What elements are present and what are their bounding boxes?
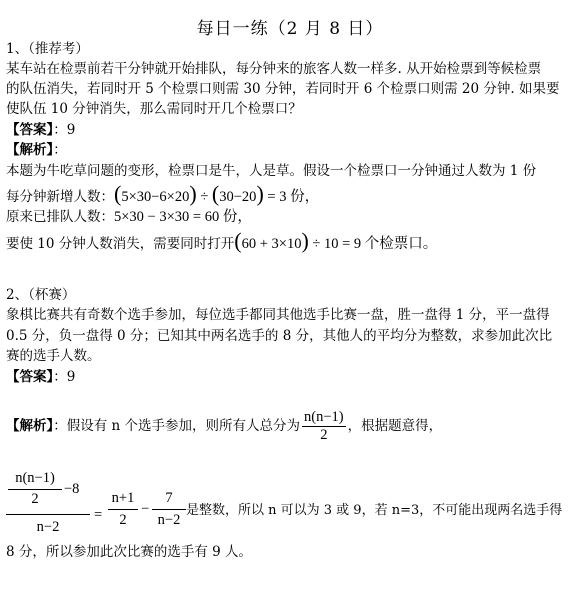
- q1-answer: [6, 121, 75, 139]
- q1-increase-expr-a: 5×30−6×20: [121, 189, 190, 205]
- q2-analysis-line-1: [6, 404, 442, 448]
- q2-fraction-1-bar: [108, 509, 138, 510]
- q2-total-score-denominator: 2: [320, 427, 328, 443]
- q1-increase-expr-b: 30−20: [219, 189, 257, 205]
- q1-analysis-line-3-text: 原来已排队人数：: [6, 209, 114, 225]
- q1-result-expr-a: 60 + 3×10: [241, 236, 302, 252]
- q1-increase-expression: (5×30−6×20) ÷ (30−20) = 3 份，: [114, 181, 320, 206]
- q2-answer-value: ：9: [53, 369, 76, 385]
- q2-fraction-1-numerator: n+1: [111, 490, 135, 506]
- q2-inner-denominator: 2: [31, 491, 39, 507]
- q1-result-expr-b: ÷ 10 = 9 个检票口。: [312, 236, 438, 252]
- q1-text-line-1: 某车站在检票前若干分钟就开始排队，每分钟来的旅客人数一样多. 从开始检票到等候检票: [6, 61, 542, 77]
- q2-main-fraction-bar: [6, 514, 90, 515]
- q1-heading: 1、（推荐考）: [6, 41, 89, 57]
- q1-increase-result: = 3 份，: [267, 189, 320, 205]
- q1-analysis-colon: ：: [53, 142, 67, 158]
- q2-heading: 2、（杯赛）: [6, 287, 76, 303]
- q1-analysis-line-2: [6, 182, 319, 206]
- q2-analysis-line-2: 是整数，所以 n 可以为 3 或 9，若 n=3，不可能出现两名选手得: [186, 503, 563, 518]
- q1-analysis-line-3: [6, 208, 252, 226]
- q2-answer-label: 【答案】: [6, 369, 54, 385]
- page-title: 每日一练（2 月 8 日）: [196, 19, 384, 39]
- q1-text-line-2: 的队伍消失，若同时开 5 个检票口则需 30 分钟，若同时开 6 个检票口则需 20 分钟. 如果要: [6, 81, 560, 97]
- q2-analysis-line-1-pre: ：假设有 n 个选手参加，则所有人总分为: [53, 418, 301, 434]
- q2-fraction-2-denominator: n−2: [157, 512, 181, 528]
- q2-total-score-numerator: n(n−1): [304, 409, 344, 425]
- q2-analysis-label: 【解析】: [6, 418, 54, 434]
- q2-fraction-1: [108, 490, 138, 530]
- q1-analysis-heading: [6, 141, 67, 159]
- q2-fraction-2-bar: [152, 509, 186, 510]
- q2-text-line-1: 象棋比赛共有奇数个选手参加，每位选手都同其他选手比赛一盘，胜一盘得 1 分，平一盘得: [6, 307, 550, 323]
- q2-inner-numerator: n(n−1): [15, 470, 55, 486]
- q1-answer-value: ：9: [53, 122, 76, 138]
- q2-answer: [6, 368, 75, 386]
- q1-analysis-line-1: 本题为牛吃草问题的变形，检票口是牛，人是草。假设一个检票口一分钟通过人数为 1 份: [6, 163, 537, 179]
- q2-analysis-line-1-post: ，根据题意得，: [347, 418, 443, 434]
- q2-compound-fraction: [6, 470, 92, 546]
- q1-text-line-3: 使队伍 10 分钟消失，那么需同时开几个检票口？: [6, 101, 302, 117]
- q2-equals-sign: =: [94, 507, 103, 523]
- q2-fraction-2: [152, 490, 186, 530]
- q1-result-expression: (60 + 3×10) ÷ 10 = 9 个检票口。: [234, 228, 438, 253]
- q1-analysis-line-4-text: 要使 10 分钟人数消失，需要同时打开: [6, 236, 235, 252]
- q1-answer-label: 【答案】: [6, 122, 54, 138]
- q2-fraction-2-numerator: 7: [165, 490, 173, 506]
- q2-text-line-2: 0.5 分，负一盘得 0 分；已知其中两名选手的 8 分，其他人的平均分为整数，求参加此次比: [6, 328, 553, 344]
- q2-total-score-fraction: [302, 409, 346, 444]
- q2-analysis-line-3: 8 分，所以参加此次比赛的选手有 9 人。: [6, 544, 253, 560]
- q1-queue-expression: 5×30 − 3×30 = 60 份，: [114, 209, 252, 225]
- q2-inner-fraction-bar: [8, 489, 62, 490]
- q2-minus-eight: −8: [64, 481, 80, 497]
- q2-minus-sign: −: [141, 501, 150, 517]
- q2-text-line-3: 赛的选手人数。: [6, 348, 101, 364]
- q2-fraction-1-denominator: 2: [119, 512, 127, 528]
- q1-analysis-label: 【解析】: [6, 142, 54, 158]
- q1-analysis-line-4: [6, 229, 437, 253]
- q2-main-denominator: n−2: [36, 519, 60, 535]
- q1-analysis-line-2-text: 每分钟新增人数：: [6, 189, 114, 205]
